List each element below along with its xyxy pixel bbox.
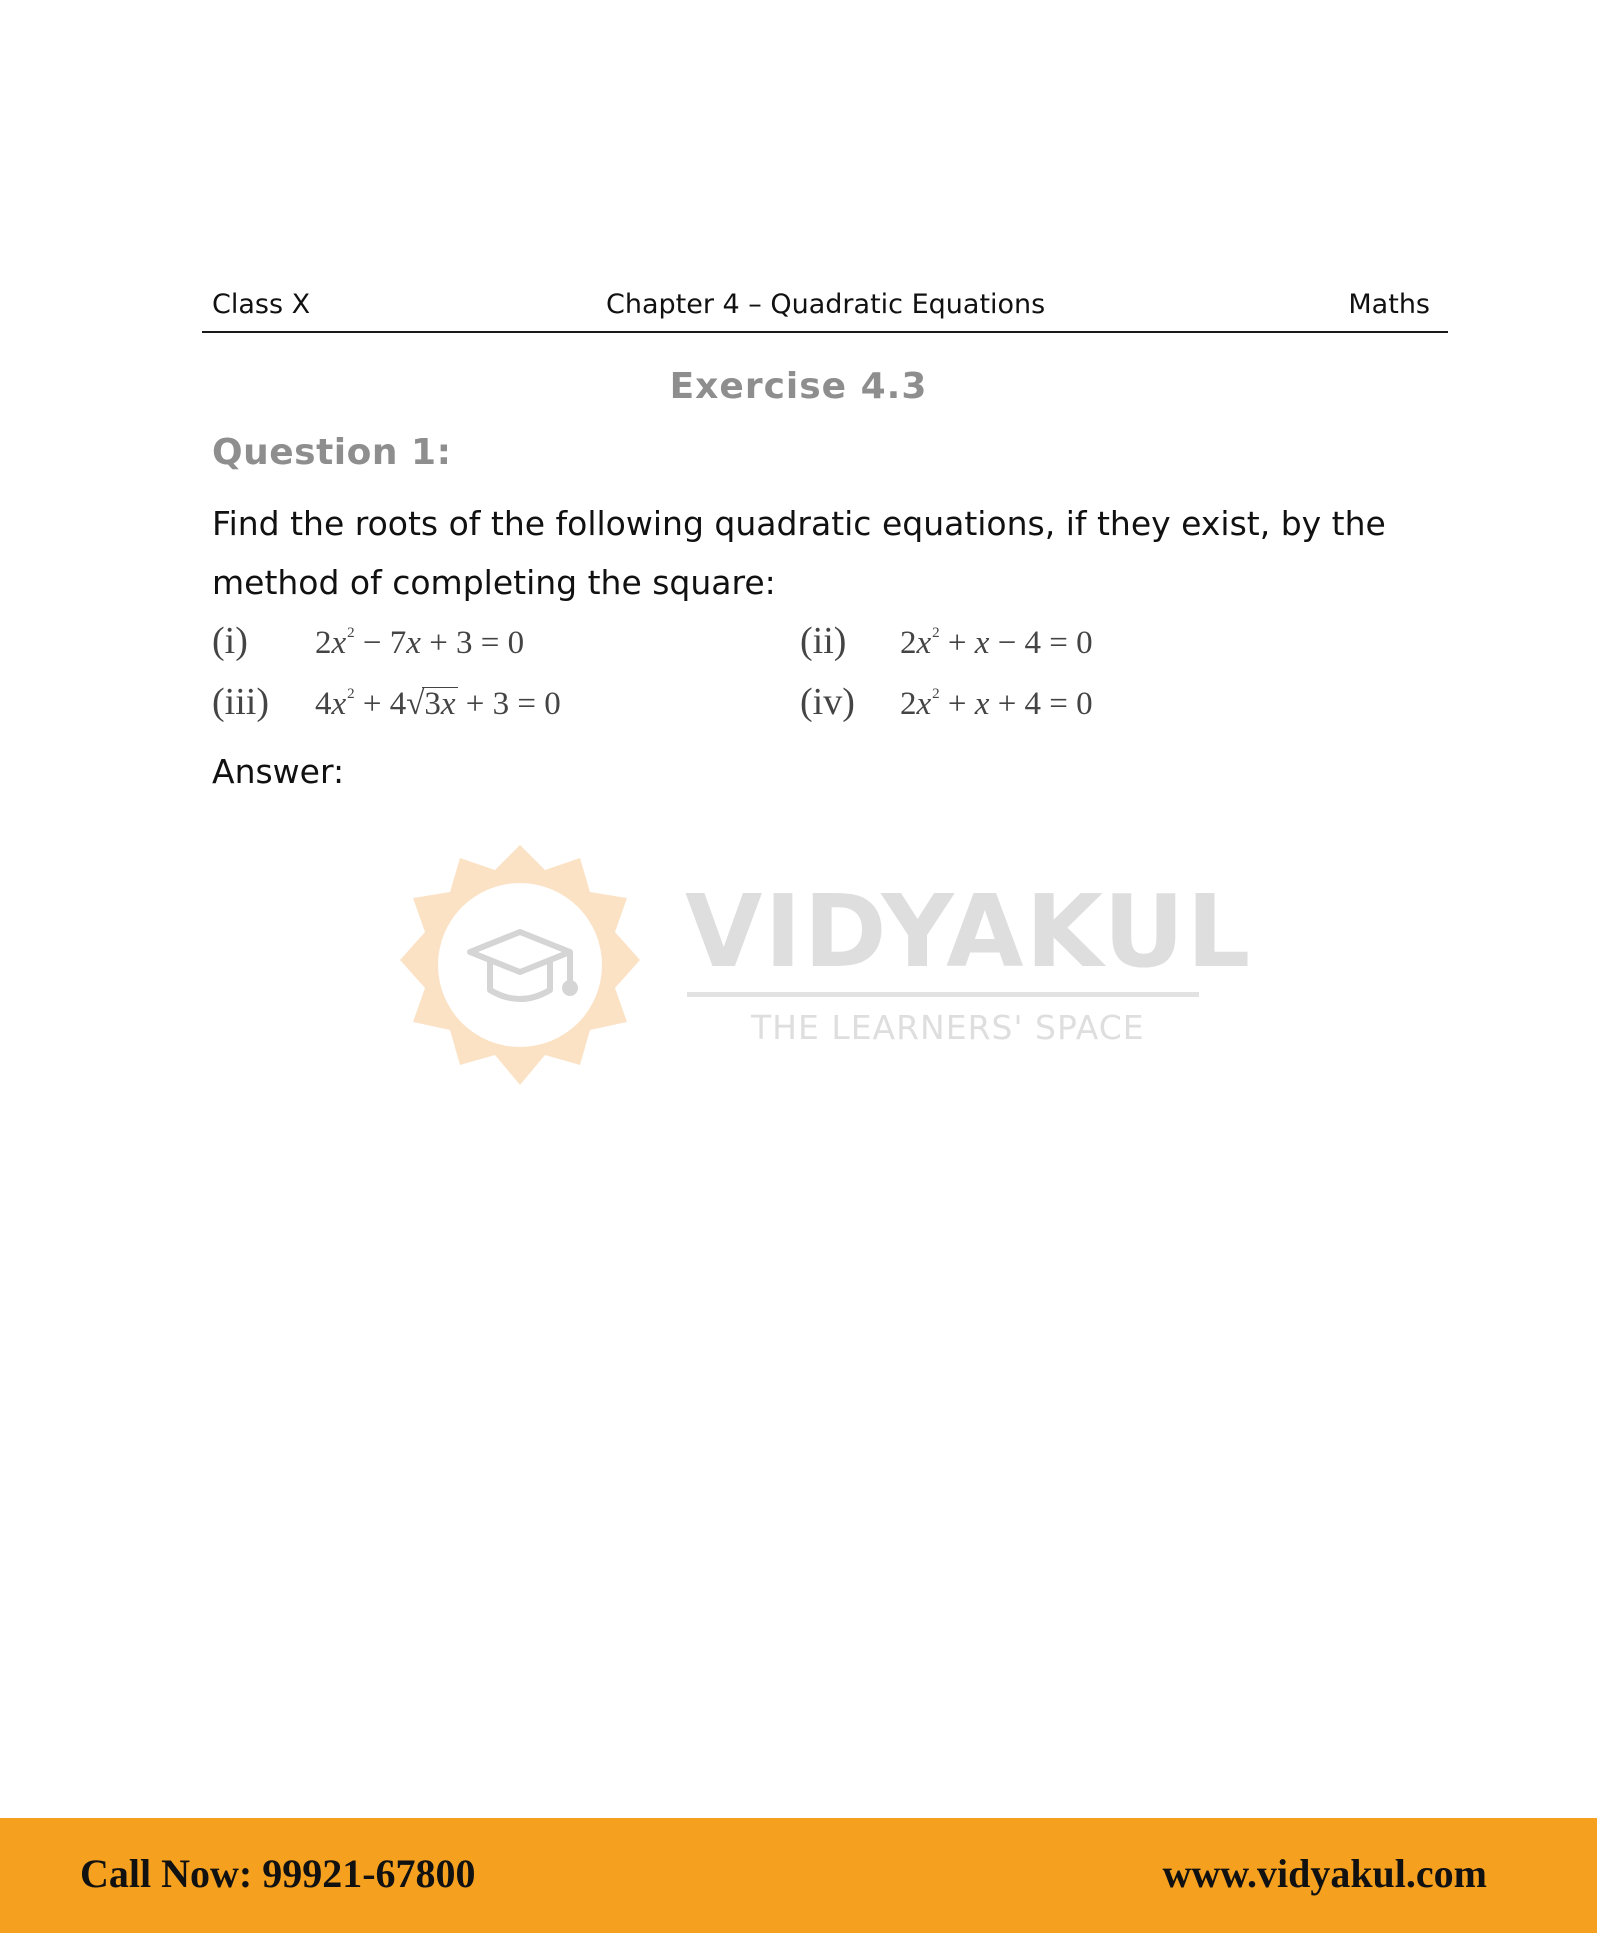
header-chapter: Chapter 4 – Quadratic Equations xyxy=(606,289,1046,320)
answer-label: Answer: xyxy=(212,752,345,791)
equation-label-i: (i) xyxy=(212,620,248,662)
watermark-name: VIDYAKUL xyxy=(685,873,1253,990)
watermark-tagline: THE LEARNERS' SPACE xyxy=(751,1008,1145,1047)
watermark-divider xyxy=(687,992,1199,997)
footer-bar xyxy=(0,1818,1597,1933)
page-header xyxy=(202,285,1448,333)
equation-label-iv: (iv) xyxy=(800,681,855,723)
header-class: Class X xyxy=(212,289,311,320)
question-text: Find the roots of the following quadratic equations, if they exist, by the method of completing the square: xyxy=(212,504,1386,602)
equation-i: $2x^2 - 7x + 3 = 0$ xyxy=(315,625,525,661)
question-title: Question 1: xyxy=(212,432,452,473)
footer-call-now: Call Now: 99921-67800 xyxy=(80,1851,476,1896)
header-subject: Maths xyxy=(1348,289,1430,320)
vidyakul-watermark xyxy=(395,840,1253,1100)
equation-iii: $4x^2 + 4√3x + 3 = 0$ xyxy=(315,686,561,722)
badge-emblem xyxy=(395,840,645,1090)
equation-label-ii: (ii) xyxy=(800,620,847,662)
exercise-title: Exercise 4.3 xyxy=(669,366,928,407)
equation-iv: $2x^2 + x + 4 = 0$ xyxy=(900,686,1093,722)
equation-label-iii: (iii) xyxy=(212,681,269,723)
equation-ii: $2x^2 + x - 4 = 0$ xyxy=(900,625,1093,661)
footer-website-link[interactable]: www.vidyakul.com xyxy=(1162,1851,1487,1896)
